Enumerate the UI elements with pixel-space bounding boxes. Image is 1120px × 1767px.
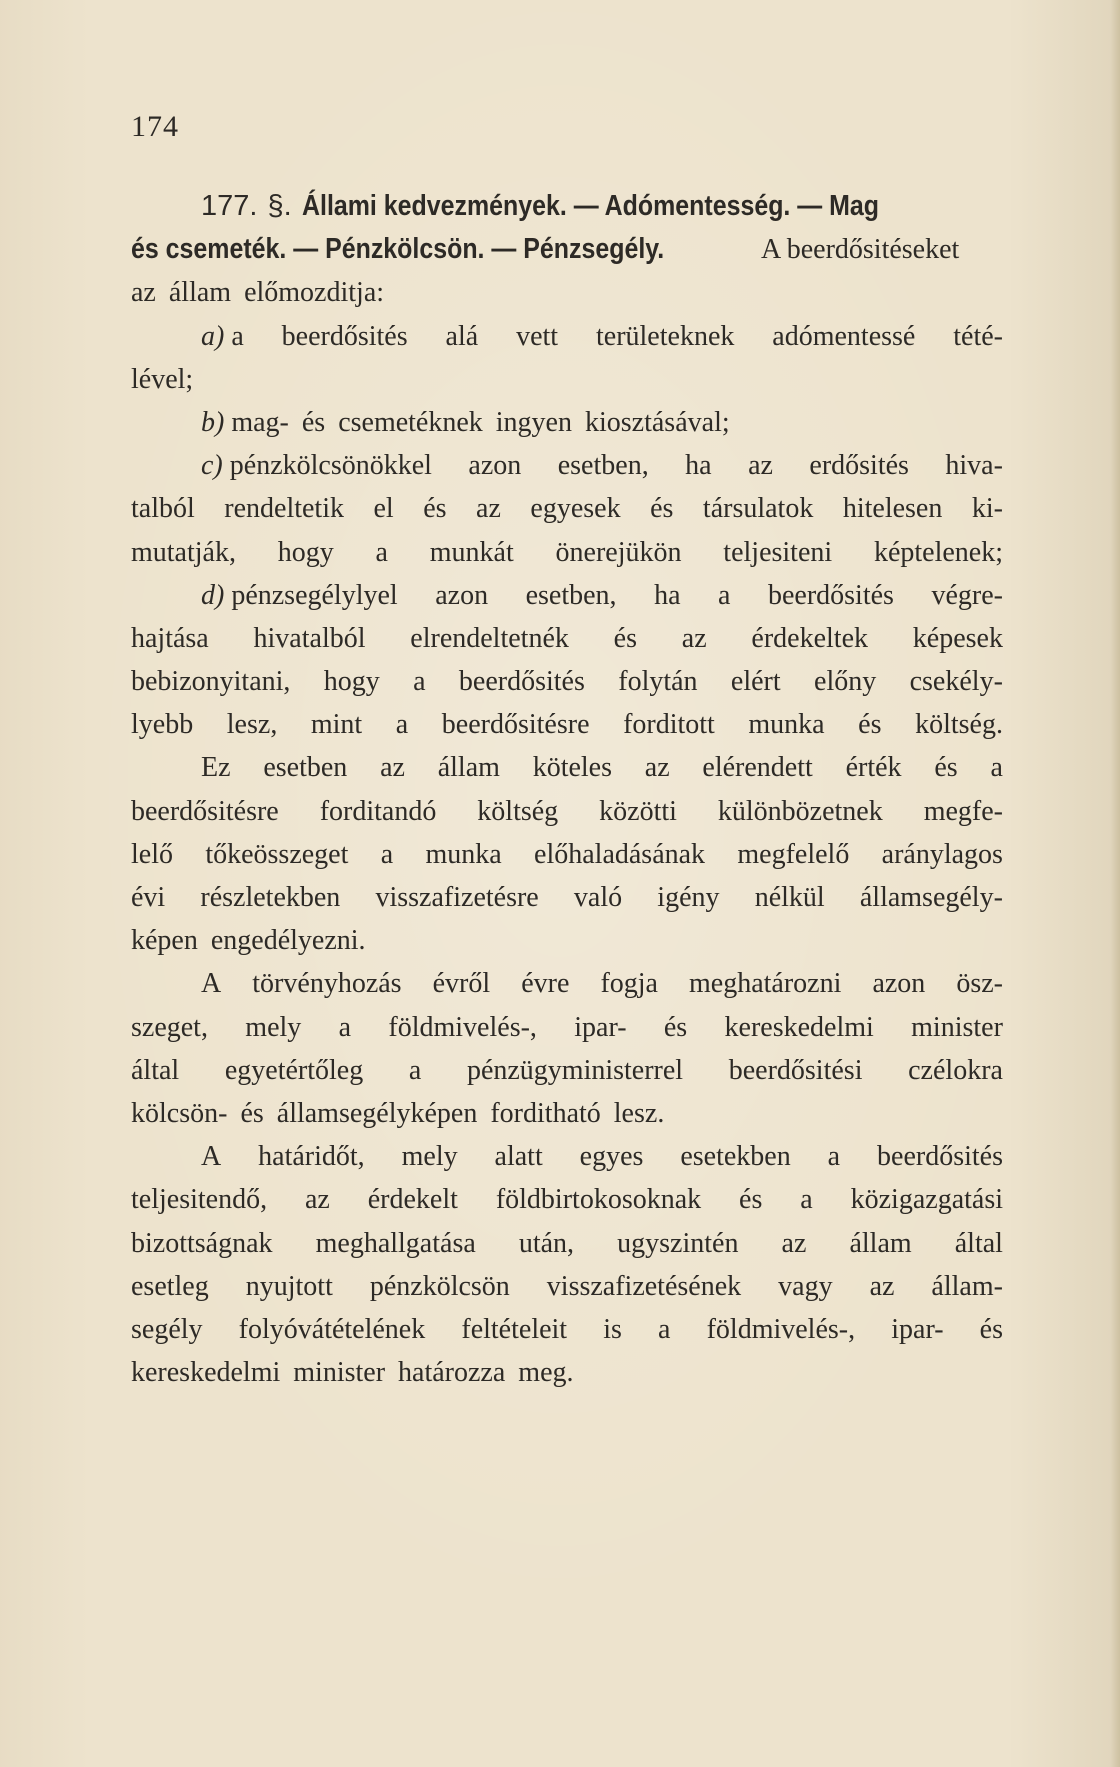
word: talból xyxy=(131,493,195,525)
word: az xyxy=(476,493,501,525)
word: munka xyxy=(748,709,825,741)
word: aránylagos xyxy=(881,838,1003,870)
text-line xyxy=(131,703,1003,746)
word: folytán xyxy=(618,666,698,698)
word: ösz- xyxy=(956,968,1003,1000)
word: határidőt, xyxy=(258,1141,365,1173)
word: lesz. xyxy=(613,1097,665,1129)
word: folyóvátételének xyxy=(238,1313,426,1345)
word: az xyxy=(304,1184,330,1216)
word: pénzügyministerrel xyxy=(466,1054,684,1086)
word: esetben, xyxy=(525,579,617,611)
word: a xyxy=(413,666,426,698)
word: el xyxy=(373,493,394,525)
word: évre xyxy=(521,968,570,1000)
word: és xyxy=(858,709,882,741)
word: beerdősitési xyxy=(728,1054,863,1086)
word: és xyxy=(650,493,674,525)
word: azon xyxy=(468,450,522,482)
word: hogy xyxy=(277,536,334,568)
word: pénzkölcsön xyxy=(369,1270,510,1302)
word: d) pénzsegélylyel xyxy=(201,579,398,611)
text-line xyxy=(131,962,1003,1005)
word: ugyszintén xyxy=(617,1227,739,1259)
word: által xyxy=(954,1227,1003,1259)
word: nyujtott xyxy=(245,1270,333,1302)
section-sign: §. xyxy=(267,190,292,222)
text-line xyxy=(131,315,1003,358)
word: kölcsön- xyxy=(131,1097,228,1129)
word: állam- xyxy=(931,1270,1003,1302)
word: mint xyxy=(310,709,363,741)
word: egyesek xyxy=(530,493,621,525)
word: kereskedelmi xyxy=(724,1011,874,1043)
word: állam xyxy=(437,752,500,784)
section-number: 177. xyxy=(201,190,258,222)
word: képtelenek; xyxy=(873,536,1003,568)
word: ha xyxy=(685,450,712,482)
word: meghallgatása xyxy=(315,1227,476,1259)
word: beerdősités xyxy=(281,320,408,352)
word: a xyxy=(375,536,388,568)
word: és xyxy=(934,752,958,784)
word: bizottságnak xyxy=(131,1227,273,1259)
word: erdősités xyxy=(809,450,909,482)
word: nélkül xyxy=(754,882,825,913)
word: az xyxy=(380,752,405,784)
word: közötti xyxy=(599,795,677,827)
word: után, xyxy=(518,1227,575,1259)
text-line xyxy=(131,531,1003,574)
word: ki- xyxy=(971,493,1003,525)
word: tété- xyxy=(953,320,1003,352)
word: az xyxy=(644,752,670,784)
word: ipar- xyxy=(574,1011,627,1043)
word: közigazgatási xyxy=(850,1184,1003,1216)
text-line xyxy=(131,1135,1003,1178)
word: teljesiteni xyxy=(723,536,833,568)
word: csemetéknek xyxy=(338,406,483,438)
word: államsegély- xyxy=(859,882,1003,913)
word: alatt xyxy=(494,1141,543,1173)
word: megfe- xyxy=(923,795,1003,827)
word: érdekeltek xyxy=(751,622,869,654)
page-number: 174 xyxy=(131,110,179,143)
word: A xyxy=(201,968,222,1000)
word: a xyxy=(408,1054,422,1086)
word: az xyxy=(748,450,773,482)
word: hajtása xyxy=(131,622,209,654)
word: engedélyezni. xyxy=(210,925,366,957)
word: fogja xyxy=(600,968,658,1000)
word: rendeltetik xyxy=(224,493,344,525)
word: képen xyxy=(131,925,198,957)
word: és xyxy=(613,622,637,654)
text-line xyxy=(131,833,1003,876)
word: ha xyxy=(654,579,681,611)
word: határozza xyxy=(398,1357,506,1389)
text-line xyxy=(131,1222,1003,1265)
word: és xyxy=(240,1097,264,1129)
word: esetekben xyxy=(680,1141,791,1173)
word: önerejükön xyxy=(555,536,682,568)
word: igény xyxy=(657,882,720,913)
word: előny xyxy=(814,666,877,698)
word: állam xyxy=(849,1227,912,1259)
word: azon xyxy=(435,579,489,611)
word: ingyen xyxy=(495,406,572,438)
word: és xyxy=(739,1184,763,1216)
word: hivatalból xyxy=(253,622,366,654)
text-line xyxy=(131,1265,1003,1308)
word: esetben, xyxy=(557,450,649,482)
word: évi xyxy=(131,882,166,913)
word: társulatok xyxy=(702,493,814,525)
word: beerdősités xyxy=(458,666,585,698)
word: vagy xyxy=(778,1270,833,1302)
word: végre- xyxy=(931,579,1003,611)
word: évről xyxy=(432,968,491,1000)
word: a xyxy=(395,709,409,741)
word: meg. xyxy=(518,1357,574,1389)
paragraph-lines xyxy=(131,271,1003,1394)
text-line xyxy=(131,487,1003,530)
word: minister xyxy=(911,1011,1003,1043)
word: ipar- xyxy=(891,1313,944,1345)
word: azon xyxy=(872,968,926,1000)
word: területeknek xyxy=(596,320,735,352)
word: lyebb xyxy=(131,709,194,741)
word: földmivelés-, xyxy=(706,1313,856,1345)
word: és xyxy=(301,406,326,438)
text-line xyxy=(131,358,1003,401)
word: forditott xyxy=(623,709,715,741)
text-line xyxy=(131,574,1003,617)
word: esetben xyxy=(263,752,348,784)
word: csekély- xyxy=(909,666,1003,698)
word: c) pénzkölcsönökkel xyxy=(201,450,432,482)
word: Ez xyxy=(201,752,231,784)
word: a) a xyxy=(201,320,244,352)
word: által xyxy=(131,1054,180,1086)
word: b) mag- xyxy=(201,406,289,438)
word: mutatják, xyxy=(131,536,236,568)
word: munkát xyxy=(429,536,514,568)
word: elérendett xyxy=(702,752,813,784)
word: meghatározni xyxy=(689,968,842,1000)
word: és xyxy=(663,1011,688,1043)
word: alá xyxy=(445,320,479,352)
word: czélokra xyxy=(908,1054,1003,1086)
word: forditható xyxy=(490,1097,601,1129)
word: és xyxy=(979,1313,1003,1345)
word: adómentessé xyxy=(772,320,916,352)
word: teljesitendő, xyxy=(131,1184,268,1216)
word: költség. xyxy=(915,709,1003,741)
text-line xyxy=(131,1092,1003,1135)
word: törvényhozás xyxy=(252,968,402,1000)
word: részletekben xyxy=(200,882,341,913)
word: visszafizetésre xyxy=(375,882,539,913)
word: beerdősités xyxy=(877,1141,1003,1173)
text-line xyxy=(131,401,1003,444)
section-heading-line-2 xyxy=(131,228,1003,271)
text-line xyxy=(131,271,1003,314)
word: állam xyxy=(168,277,232,309)
word: a xyxy=(718,579,731,611)
word: az xyxy=(131,277,156,309)
word: kiosztásával; xyxy=(585,406,730,438)
word: az xyxy=(681,622,707,654)
word: hitelesen xyxy=(842,493,943,525)
text-line xyxy=(131,444,1003,487)
word: a xyxy=(338,1011,352,1043)
word: lelő xyxy=(131,838,173,870)
word: az xyxy=(869,1270,895,1302)
word: földmivelés-, xyxy=(388,1011,537,1043)
section-heading-line-1 xyxy=(131,185,1003,228)
text-line xyxy=(131,1351,1003,1394)
word: beerdősitésre xyxy=(441,709,590,741)
word: bebizonyitani, xyxy=(131,666,291,698)
section-heading-continuation: A beerdősitéseket xyxy=(761,234,960,266)
word: kereskedelmi xyxy=(131,1357,281,1389)
word: a xyxy=(800,1184,813,1216)
section-title-line-2: és csemeték. — Pénzkölcsön. — Pénzsegély. xyxy=(131,233,665,266)
word: államsegélyképen xyxy=(276,1097,478,1129)
word: előmozditja: xyxy=(244,277,385,309)
word: esetleg xyxy=(131,1270,209,1302)
word: különbözetnek xyxy=(717,795,883,827)
word: és xyxy=(423,493,447,525)
word: A xyxy=(201,1141,222,1173)
word: elért xyxy=(730,666,781,698)
text-line xyxy=(131,790,1003,833)
word: lesz, xyxy=(226,709,278,741)
text-line xyxy=(131,1178,1003,1221)
section-title-line-1: Állami kedvezmények. — Adómentesség. — Mag xyxy=(301,190,879,222)
word: érdekelt xyxy=(367,1184,458,1216)
word: megfelelő xyxy=(737,838,850,870)
word: minister xyxy=(293,1357,386,1389)
word: egyetértőleg xyxy=(224,1054,364,1086)
word: tőkeösszeget xyxy=(205,838,349,870)
word: beerdősités xyxy=(767,579,894,611)
word: vett xyxy=(516,320,559,352)
text-line xyxy=(131,617,1003,660)
text-line xyxy=(131,1006,1003,1049)
word: segély xyxy=(131,1313,203,1345)
word: beerdősitésre xyxy=(131,795,279,827)
word: is xyxy=(603,1313,622,1345)
word: munka xyxy=(425,838,502,870)
word: az xyxy=(781,1227,807,1259)
text-line xyxy=(131,876,1003,919)
text-line xyxy=(131,1049,1003,1092)
word: egyes xyxy=(579,1141,644,1173)
word: köteles xyxy=(532,752,612,784)
word: költség xyxy=(477,795,559,827)
word: hiva- xyxy=(945,450,1003,482)
word: szeget, xyxy=(131,1011,208,1043)
body-text xyxy=(131,185,1003,1394)
word: mely xyxy=(245,1011,302,1043)
text-line xyxy=(131,746,1003,789)
word: előhaladásának xyxy=(534,838,706,870)
word: forditandó xyxy=(319,795,437,827)
word: visszafizetésének xyxy=(546,1270,742,1302)
word: mely xyxy=(401,1141,458,1173)
word: képesek xyxy=(912,622,1003,654)
text-line xyxy=(131,1308,1003,1351)
word: a xyxy=(990,752,1003,784)
word: feltételeit xyxy=(461,1313,568,1345)
text-line xyxy=(131,919,1003,962)
word: érték xyxy=(845,752,902,784)
word: lével; xyxy=(131,363,194,395)
word: való xyxy=(573,882,623,913)
word: földbirtokosoknak xyxy=(495,1184,702,1216)
word: a xyxy=(658,1313,671,1345)
text-line xyxy=(131,660,1003,703)
word: a xyxy=(827,1141,841,1173)
word: hogy xyxy=(323,666,380,698)
word: a xyxy=(380,838,394,870)
word: elrendeltetnék xyxy=(410,622,569,654)
